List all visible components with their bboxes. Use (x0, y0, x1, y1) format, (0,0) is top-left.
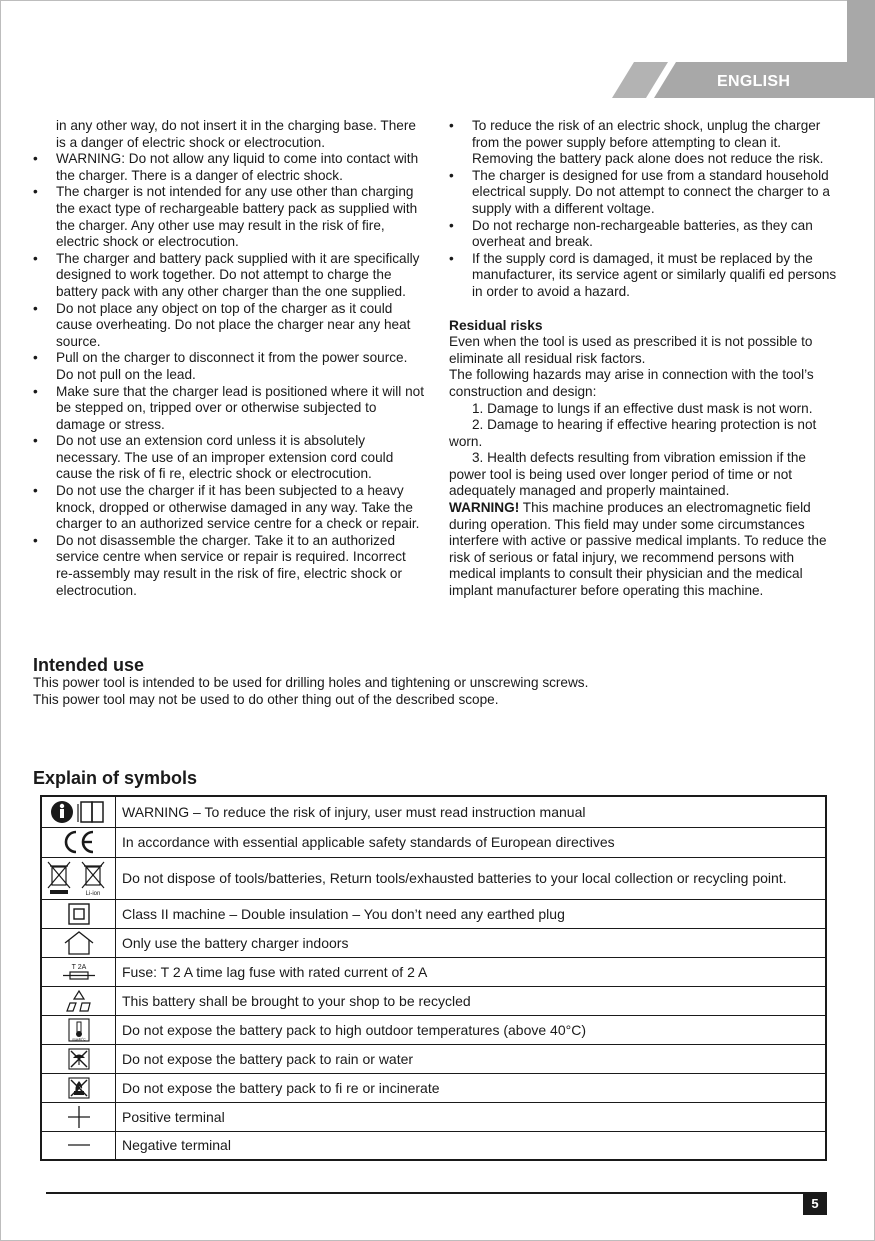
footer-rule (46, 1192, 827, 1194)
symbol-description: Class II machine – Double insulation – You don’t need any earthed plug (116, 899, 827, 928)
intended-use-line: This power tool is intended to be used for drilling holes and tightening or unscrewing screws. (33, 675, 589, 690)
safety-bullet: • To reduce the risk of an electric shock, unplug the charger from the power supply before attempting to clean it. Removing the battery pack alone does not reduce the risk. (449, 118, 842, 168)
safety-bullet: • Do not disassemble the charger. Take it to an authorized service centre when service or repair is required. Incorrect re-assembly may result in the risk of fire, electric shock or electrocution. (33, 533, 424, 599)
symbol-description: Do not expose the battery pack to rain or water (116, 1044, 827, 1073)
symbol-description: Negative terminal (116, 1131, 827, 1160)
emf-warning (449, 500, 842, 600)
weee-bin-icon (41, 857, 116, 899)
symbol-description: Only use the battery charger indoors (116, 928, 827, 957)
intended-use-line: This power tool may not be used to do other thing out of the described scope. (33, 692, 499, 707)
fuse-label: T 2A (71, 963, 86, 971)
page-number: 5 (803, 1193, 827, 1215)
residual-item: 2. Damage to hearing if effective hearing protection is not worn. (449, 417, 817, 449)
symbol-row (41, 928, 826, 957)
language-label: ENGLISH (717, 73, 791, 90)
symbol-description: This battery shall be brought to your shop to be recycled (116, 986, 827, 1015)
symbol-description: WARNING – To reduce the risk of injury, user must read instruction manual (116, 796, 827, 827)
indoor-house-icon (41, 928, 116, 957)
safety-bullet: • Do not recharge non-rechargeable batteries, as they can overheat and break. (449, 218, 842, 251)
safety-bullet: • Do not use the charger if it has been subjected to a heavy knock, dropped or otherwise damaged in any way. Take the charger to an authorized service centre for a check or repair. (33, 483, 424, 533)
symbol-row (41, 827, 826, 857)
symbol-row (41, 1131, 826, 1160)
symbol-description: Do not expose the battery pack to fi re or incinerate (116, 1073, 827, 1102)
safety-bullet: • Do not place any object on top of the charger as it could cause overheating. Do not place the charger near any heat source. (33, 301, 424, 351)
safety-bullet: • Pull on the charger to disconnect it from the power source. Do not pull on the lead. (33, 350, 424, 383)
symbol-description: In accordance with essential applicable safety standards of European directives (116, 827, 827, 857)
warning-text: This machine produces an electromagnetic field during operation. This field may under some circumstances interfere with active or passive medical implants. To reduce the risk of serious or fatal injury, we recommend persons with medical implants to consult their physician and the medical implant manufacturer before operating this machine. (449, 500, 827, 599)
class-ii-icon (41, 899, 116, 928)
symbol-description: Positive terminal (116, 1102, 827, 1131)
safety-bullet: • The charger is designed for use from a standard household electrical supply. Do not attempt to connect the charger to a supply with a different voltage. (449, 168, 842, 218)
residual-intro: Even when the tool is used as prescribed it is not possible to eliminate all residual risk factors. (449, 334, 813, 366)
safety-bullet: • The charger and battery pack supplied with it are specifically designed to work together. Do not attempt to charge the battery pack with any other charger than the one supplied. (33, 251, 424, 301)
warning-label: WARNING! (449, 500, 520, 516)
symbol-row (41, 986, 826, 1015)
intended-use-title: Intended use (33, 655, 145, 675)
symbol-row (41, 1044, 826, 1073)
residual-risks-heading: Residual risks (449, 317, 543, 333)
symbol-row (41, 1102, 826, 1131)
symbol-row (41, 1073, 826, 1102)
residual-item: 3. Health defects resulting from vibration emission if the power tool is being used over longer period of time or not adequately managed and properly maintained. (449, 450, 806, 499)
no-fire-icon (41, 1073, 116, 1102)
ce-mark-icon (41, 827, 116, 857)
continuation-text: in any other way, do not insert it in the charging base. There is a danger of electric shock or electrocution. (56, 118, 416, 150)
symbols-table (40, 795, 827, 1161)
recycle-icon (41, 986, 116, 1015)
safety-bullet: • WARNING: Do not allow any liquid to come into contact with the charger. There is a danger of electric shock. (33, 151, 424, 184)
intended-use-body (33, 674, 833, 708)
symbol-description: Do not expose the battery pack to high outdoor temperatures (above 40°C) (116, 1015, 827, 1044)
residual-following: The following hazards may arise in connection with the tool’s construction and design: (449, 367, 814, 399)
temp-label: max40°C (71, 1037, 86, 1041)
thermometer-icon (41, 1015, 116, 1044)
fuse-icon (41, 957, 116, 986)
symbol-row (41, 796, 826, 827)
right-column (449, 118, 842, 600)
safety-bullet: • If the supply cord is damaged, it must be replaced by the manufacturer, its service agent or similarly qualifi ed persons in order to avoid a hazard. (449, 251, 842, 301)
symbol-description: Do not dispose of tools/batteries, Return tools/exhausted batteries to your local collection or recycling point. (116, 857, 827, 899)
symbols-title: Explain of symbols (33, 768, 198, 788)
minus-icon (41, 1131, 116, 1160)
residual-item: 1. Damage to lungs if an effective dust mask is not worn. (472, 400, 813, 416)
symbol-description: Fuse: T 2 A time lag fuse with rated current of 2 A (116, 957, 827, 986)
safety-bullet: • The charger is not intended for any use other than charging the exact type of rechargeable battery pack as supplied with the charger. Any other use may result in the risk of fire, electric shock or electrocution. (33, 184, 424, 250)
li-ion-label: Li-ion (85, 891, 100, 896)
symbol-row (41, 1015, 826, 1044)
no-rain-icon (41, 1044, 116, 1073)
read-manual-icon (41, 796, 116, 827)
symbol-row (41, 857, 826, 899)
left-column (33, 118, 424, 599)
plus-icon (41, 1102, 116, 1131)
symbol-row (41, 957, 826, 986)
symbol-row (41, 899, 826, 928)
safety-bullet: • Make sure that the charger lead is positioned where it will not be stepped on, tripped over or otherwise subjected to damage or stress. (33, 384, 424, 434)
safety-bullet: • Do not use an extension cord unless it is absolutely necessary. The use of an improper extension cord could cause the risk of fi re, electric shock or electrocution. (33, 433, 424, 483)
